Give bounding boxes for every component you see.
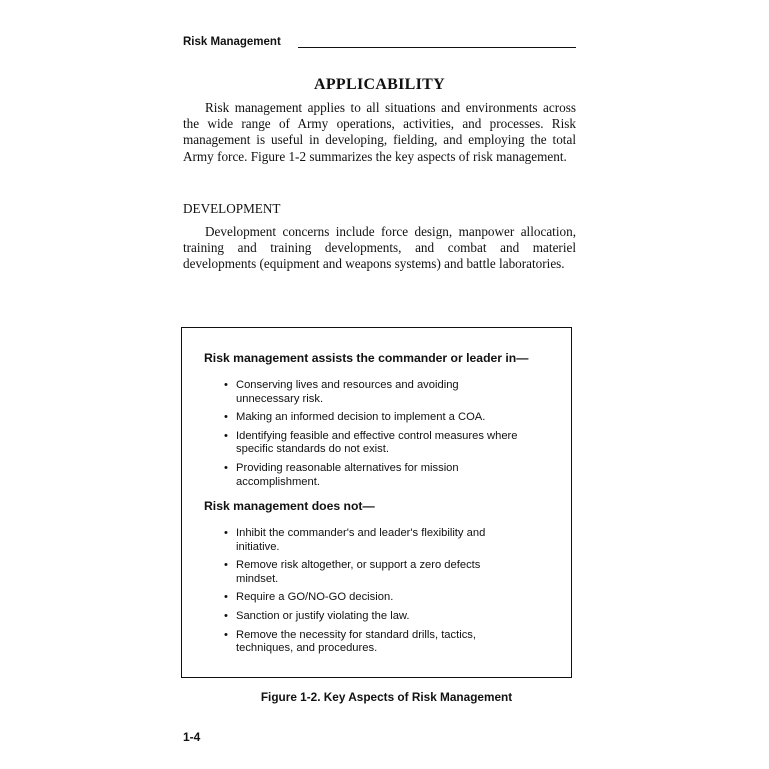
applicability-paragraph xyxy=(183,100,576,165)
figure-does-not-heading: Risk management does not— xyxy=(204,499,375,513)
list-item: • Remove risk altogether, or support a zero defects mindset. xyxy=(224,559,481,585)
figure-assists-heading: Risk management assists the commander or leader in— xyxy=(204,351,529,365)
bullet-icon: • xyxy=(224,379,228,391)
figure-does-not-list xyxy=(224,527,524,661)
running-head-title: Risk Management xyxy=(183,36,281,48)
list-item: • Require a GO/NO-GO decision. xyxy=(224,591,394,604)
page-number: 1-4 xyxy=(183,730,201,744)
bullet-icon: • xyxy=(224,527,228,539)
development-paragraph-text: Development concerns include force design, manpower allocation, training and training developments, and combat and materiel developments (equipment and weapons systems) and battle laboratories. xyxy=(183,224,576,272)
bullet-icon: • xyxy=(224,559,228,572)
figure-assists-list xyxy=(224,379,524,494)
list-item: • Identifying feasible and effective control measures where specific standards do not exist. xyxy=(224,429,518,456)
section-title: APPLICABILITY xyxy=(313,76,446,93)
list-item: • Making an informed decision to implement a COA. xyxy=(224,411,486,424)
applicability-paragraph-text: Risk management applies to all situations and environments across the wide range of Army operations, activities, and processes. Risk management is useful in developing, fielding, and employing the total Army force. Figure 1-2 summarizes the key aspects of risk management. xyxy=(183,100,576,164)
list-item: • Providing reasonable alternatives for mission accomplishment. xyxy=(224,461,459,488)
figure-caption: Figure 1-2. Key Aspects of Risk Management xyxy=(260,690,513,704)
list-item: • Remove the necessity for standard drills, tactics, techniques, and procedures. xyxy=(224,628,477,655)
list-item: • Sanction or justify violating the law. xyxy=(224,609,410,622)
bullet-icon: • xyxy=(224,411,228,424)
list-item: • Conserving lives and resources and avoiding unnecessary risk. xyxy=(224,379,459,405)
list-item: • Inhibit the commander's and leader's flexibility and initiative. xyxy=(224,527,486,553)
bullet-icon: • xyxy=(224,461,228,474)
development-paragraph xyxy=(183,224,576,273)
running-head-rule xyxy=(298,47,576,48)
bullet-icon: • xyxy=(224,628,228,641)
figure-box xyxy=(181,327,572,678)
development-heading: DEVELOPMENT xyxy=(183,201,281,216)
bullet-icon: • xyxy=(224,429,228,442)
bullet-icon: • xyxy=(224,591,228,604)
bullet-icon: • xyxy=(224,609,228,622)
